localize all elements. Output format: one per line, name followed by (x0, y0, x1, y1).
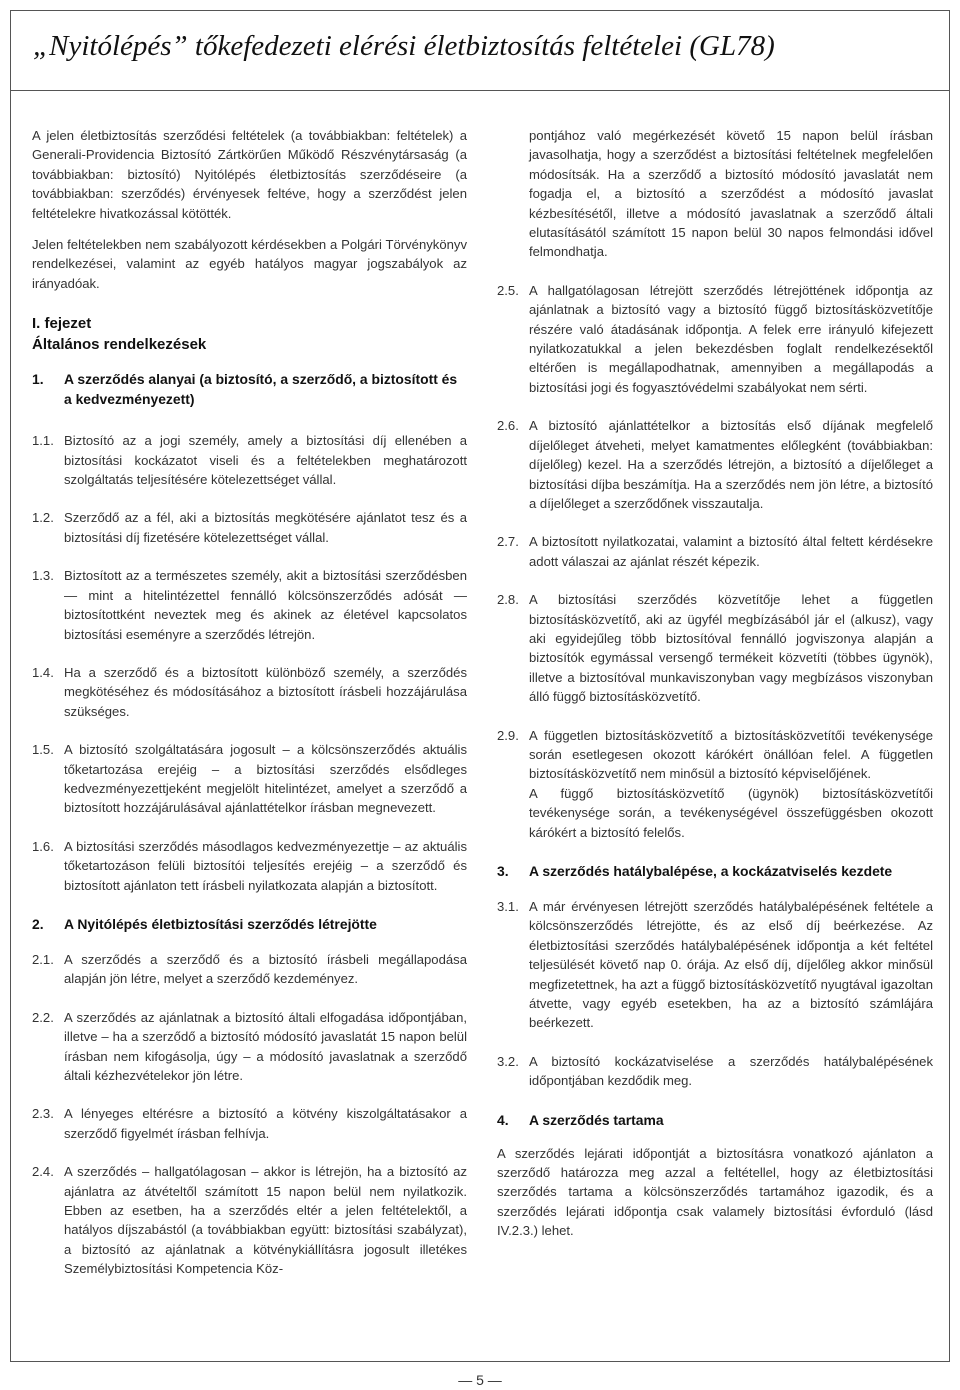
section-title: A Nyitólépés életbiztosítási szerződés létrejötte (64, 915, 377, 932)
clause-text: A függő biztosításközvetítő (ügynök) biztosításközvetítői tevékenysége során, a tevékenységével összefüggésben okozott kárókért a biztosító felelős. (529, 785, 933, 840)
clause-number: 2.8. (497, 592, 519, 608)
right-column (497, 126, 933, 1253)
clause-number: 1.4. (32, 664, 54, 680)
clause-number: 2.3. (32, 1106, 54, 1122)
section-number: 3. (497, 863, 509, 879)
clause-number: 2.7. (497, 534, 519, 550)
clause-text: Biztosító az a jogi személy, amely a biztosítási díj ellenében a biztosítási kockázatot viseli és a feltételekben meghatározott szolgáltatás teljesítésére kötelezettséget vállal. (64, 433, 467, 488)
clause-number: 2.9. (497, 727, 519, 743)
clause-item (497, 1052, 933, 1091)
clause-item (32, 508, 467, 547)
clause-text: A független biztosításközvetítő a biztosításközvetítői tevékenysége során esetlegesen okozott kárókért önállóan felel. A független biztosításközvetítő nem minősül a biztosító képviselőjének. (529, 727, 933, 782)
clause-text: Ha a szerződő és a biztosított különböző személy, a szerződés megkötéséhez és módosításához a biztosított írásbeli hozzájárulása szükséges. (64, 664, 467, 719)
chapter-title: Általános rendelkezések (32, 336, 207, 354)
clause-text: A biztosító kockázatviselése a szerződés hatálybalépésének időpontjában kezdődik meg. (529, 1053, 933, 1089)
page-title: „Nyitólépés” tőkefedezeti elérési életbiztosítás feltételei (GL78) (33, 30, 775, 62)
clause-item (32, 740, 467, 818)
clause-number: 1.5. (32, 742, 54, 758)
clause-text: A biztosítási szerződés másodlagos kedvezményezettje – az aktuális tőketartozáson felüli biztosítói teljesítés erejéig – a szerződő és biztosított ajánlaton tett írásbeli nyilatkozata alapján a biztosított. (64, 838, 467, 893)
clause-text: A szerződés – hallgatólagosan – akkor is létrejön, ha a biztosító az ajánlatra az átvételtől számított 15 napon belül nem nyilatkozik. Ebben az esetben, ha a szerződés eltér a jelen feltételektől, a hatályos díjszabástól (a továbbiakban együtt: biztosítási szabályzat), a biztosító az ajánlatnak a kötvénykiállításra jogosult illetékes Személybiztosítási Kompetencia Köz- (64, 1164, 467, 1277)
section-title: A szerződés hatálybalépése, a kockázatviselés kezdete (529, 863, 893, 879)
section-heading-4 (497, 1110, 933, 1130)
clause-number: 1.2. (32, 510, 54, 526)
intro-paragraph-2: Jelen feltételekben nem szabályozott kérdésekben a Polgári Törvénykönyv rendelkezései, valamint az egyéb hatályos magyar jogszabályok az irányadóak. (32, 237, 467, 291)
clause-text: A biztosító szolgáltatására jogosult – a kölcsönszerződés aktuális tőketartozása erejéig – a biztosítási szerződés elsődleges kedvezményezettjeként megjelölt hitelintézet, amelyet a szerződő a biztosított hozzájárulásával ajánlattételkor írásban megnevezett. (64, 742, 467, 816)
clause-item (32, 1162, 467, 1278)
clause-text: A lényeges eltérésre a biztosító a kötvény kiszolgáltatásakor a szerződő figyelmét írásban felhívja. (64, 1106, 467, 1141)
clause-item (32, 950, 467, 989)
clause-text: A szerződés a szerződő és a biztosító írásbeli megállapodása alapján jön létre, melyet a szerződő kezdeményez. (64, 951, 467, 987)
clause-text: A hallgatólagosan létrejött szerződés létrejöttének időpontja az ajánlatnak a biztosító vagy a biztosító függő biztosításközvetítője részére való átadásának időpontja. A felek erre irányuló kifejezett nyilatkozatukkal a jelen bekezdésben foglalt rendelkezésektől eltérően is megállapodhatnak, amennyiben a megállapodás a biztosítási jogi és fogyasztóvédelmi szabályokat nem sérti. (529, 282, 933, 395)
clause-text: A biztosító ajánlattételkor a biztosítás első díjának megfelelő díjelőleget átveheti, melyet kamatmentes előlegként (továbbiakban: díjelőleg) kezel. Ha a szerződés létrejön, a biztosító a díjelőleget a biztosítási díjba beszámítja. Ha a szerződés nem jön létre, a biztosító a díjelőleget a szerződőnek visszautalja. (529, 418, 933, 511)
intro-paragraph: A jelen életbiztosítás szerződési feltételek (a továbbiakban: feltételek) a Generali-Providencia Biztosító Zártkörűen Működő Részvénytársaság (a továbbiakban: biztosító) Nyitólépés életbiztosítás szerződéseire (a továbbiakban: szerződés) érvényesek feltéve, hogy a szerződést jelen feltételekre hivatkozással kötötték. (32, 128, 467, 221)
clause-item (32, 1104, 467, 1143)
clause-text: A szerződés az ajánlatnak a biztosító általi elfogadása időpontjában, illetve – ha a szerződő a biztosító módosító javaslatát 15 napon belül írásban nem kifogásolja, úgy – a módosító javaslatnak a szerződő általi kézhezvételekor jön létre. (64, 1009, 467, 1083)
clause-item (32, 431, 467, 489)
clause-item (32, 1008, 467, 1086)
clause-continuation (497, 126, 933, 262)
section-number: 4. (497, 1111, 509, 1128)
clause-item (497, 590, 933, 706)
clause-number: 2.5. (497, 282, 519, 298)
section-number: 1. (32, 371, 44, 388)
clause-item (497, 897, 933, 1033)
clause-number: 3.1. (497, 899, 519, 914)
section-heading-2 (32, 914, 467, 934)
chapter-number: I. fejezet (32, 315, 92, 333)
clause-text: A már érvényesen létrejött szerződés hatálybalépésének feltétele a kölcsönszerződés létrejötte, és az első díj beérkezése. Az életbiztosítási szerződés hatálybalépésének időpontja a két feltétel teljesülését követő nap 0. órája. Az első díj, díjelőleg akkor minősül megfizetettnek, ha azt a függő biztosításközvetítő nyugtával igazoltan átvette, vagy egyéb esetekben, ha az a biztosító számlájára beérkezett. (529, 899, 933, 1031)
chapter-heading (32, 313, 467, 355)
left-column (32, 126, 467, 1298)
clause-number: 2.1. (32, 951, 54, 967)
clause-item (497, 532, 933, 571)
clause-number: 3.2. (497, 1053, 519, 1069)
section-title: A szerződés tartama (529, 1111, 664, 1128)
clause-item (32, 837, 467, 895)
clause-item (497, 726, 933, 842)
clause-text: Szerződő az a fél, aki a biztosítás megkötésére ajánlatot tesz és a biztosítási díj fizetésére kötelezettséget vállal. (64, 510, 467, 545)
clause-text: A biztosítási szerződés közvetítője lehet a független biztosításközvetítő, aki az ügyfél megbízásából jár el (alkusz), vagy aki egyidejűleg több biztosítóval fennálló jogviszonya alapján a biztosítók egymással versengő termékeit közvetíti (többes ügynök), illetve a biztosítóval munkaviszonyban vagy megbízásos viszonyban álló függő biztosításközvetítő. (529, 592, 933, 705)
section-title: A szerződés alanyai (a biztosító, a szerződő, a biztosított és a kedvezményezett) (64, 371, 458, 408)
title-divider (10, 90, 950, 91)
section-heading-3 (497, 861, 933, 881)
section-heading-1 (32, 369, 467, 409)
clause-number: 2.4. (32, 1164, 54, 1180)
page-number: — 5 — (458, 1372, 502, 1388)
clause-text: pontjához való megérkezését követő 15 napon belül írásban javasolhatja, hogy a szerződést a biztosítási feltételnek megfelelően módosítsák. Ha a szerződő a biztosító módosító javaslatát nem fogadja el, a biztosító a szerződést a módosító javaslat kézbesítésétől, illetve a módosító javaslatnak a szerződő általi elutasításától számított 15 napon belül 30 napos felmondási idővel felmondhatja. (529, 128, 933, 260)
clause-number: 1.1. (32, 433, 54, 449)
clause-item (32, 663, 467, 721)
clause-number: 2.2. (32, 1009, 54, 1025)
section-paragraph: A szerződés lejárati időpontját a biztosításra vonatkozó ajánlaton a szerződő határozza meg azzal a feltétellel, hogy az életbiztosítási szerződés tartama a kölcsönszerződés tartamához igazodik, és a szerződés lejárati időpontja csak valamely biztosítási évforduló (lásd IV.2.3.) lehet. (497, 1145, 933, 1239)
clause-number: 2.6. (497, 418, 519, 434)
clause-item (497, 416, 933, 513)
clause-number: 1.6. (32, 838, 54, 854)
clause-text: Biztosított az a természetes személy, akit a biztosítási szerződésben — mint a hitelintézettel fennálló kölcsönszerződés adósát — biztosítottként neveztek meg és akinek az életével kapcsolatos biztosítási eseményre a szerződés létrejön. (64, 568, 467, 642)
section-number: 2. (32, 915, 44, 932)
clause-number: 1.3. (32, 568, 54, 584)
clause-text: A biztosított nyilatkozatai, valamint a biztosító által feltett kérdésekre adott válaszai az ajánlat részét képezik. (529, 534, 933, 569)
clause-item (32, 566, 467, 644)
clause-item (497, 281, 933, 397)
